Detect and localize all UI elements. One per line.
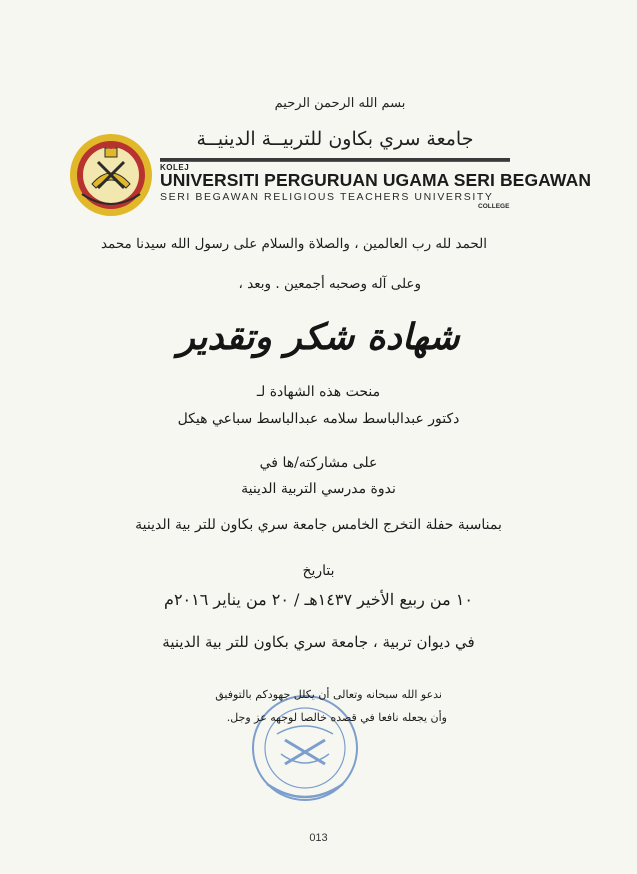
- stamp-seal-icon: [245, 692, 365, 810]
- dated-label: بتاريخ: [302, 563, 335, 579]
- university-malay-name: UNIVERSITI PERGURUAN UGAMA SERI BEGAWAN: [160, 170, 592, 190]
- recipient-name: دكتور عبدالباسط سلامه عبدالباسط سباعي هيكل: [177, 411, 460, 427]
- university-english-name: SERI BEGAWAN RELIGIOUS TEACHERS UNIVERSITY: [160, 191, 494, 203]
- kolej-label: KOLEJ: [160, 163, 190, 172]
- certificate-title: شهادة شكر وتقدير: [177, 316, 460, 358]
- official-stamp: [245, 692, 365, 810]
- bismillah: بسم الله الرحمن الرحيم: [274, 96, 406, 111]
- occasion: بمناسبة حفلة التخرج الخامس جامعة سري بكاون للتر بية الدينية: [135, 517, 502, 533]
- prayer-line-2: وأن يجعله نافعا في قصده خالصا لوجهه عز وجل.: [226, 711, 447, 724]
- prayer-line-1: ندعو الله سبحانه وتعالى أن يكلل جهودكم بالتوفيق: [215, 688, 442, 701]
- college-label: COLLEGE: [478, 203, 510, 210]
- university-crest-icon: [68, 132, 154, 218]
- university-arabic-name: جامعة سري بكاون للتربيــة الدينيــة: [196, 128, 474, 150]
- university-logo: [68, 132, 154, 218]
- header-rule-accent: [160, 161, 510, 162]
- granted-to: منحت هذه الشهادة لـ: [256, 384, 381, 400]
- participation-label: على مشاركته/ها في: [259, 455, 378, 471]
- venue: في ديوان تربية ، جامعة سري بكاون للتر بية الدينية: [162, 633, 475, 651]
- event-name: ندوة مدرسي التربية الدينية: [241, 481, 396, 497]
- praise-line-2: وعلى آله وصحبه أجمعين . وبعد ،: [238, 276, 421, 292]
- page-number: 013: [309, 832, 328, 844]
- date-value: ١٠ من ربيع الأخير ١٤٣٧هـ / ٢٠ من يناير ٢٠١٦م: [164, 590, 473, 609]
- praise-line-1: الحمد لله رب العالمين ، والصلاة والسلام على رسول الله سيدنا محمد: [100, 236, 487, 252]
